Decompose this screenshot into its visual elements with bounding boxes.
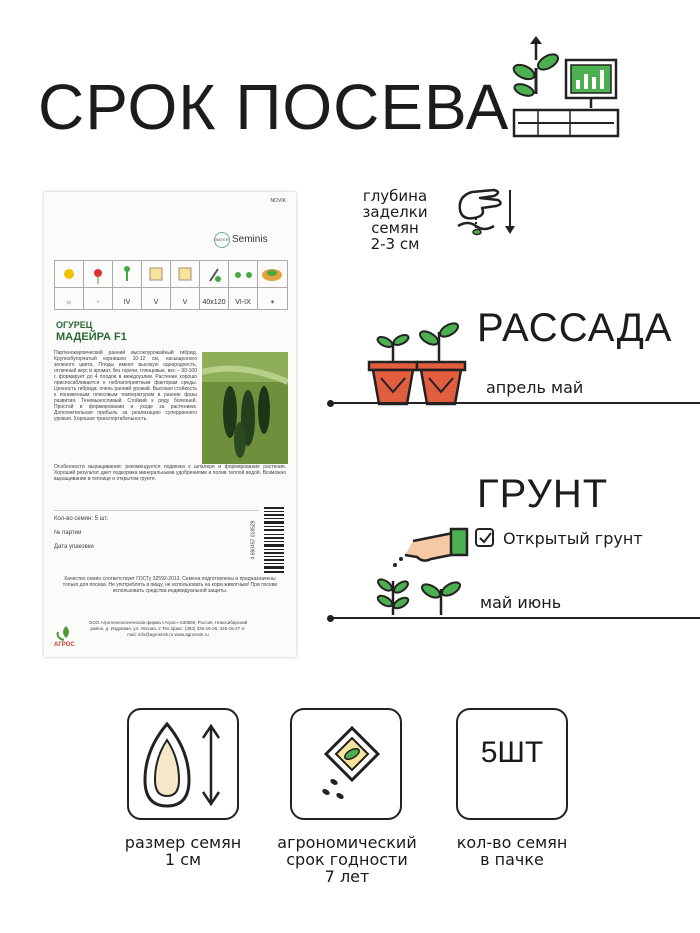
grid-value: 40x120: [202, 299, 226, 306]
packet-icon-grid: ☼ - IV V V 40x120 VI-IX ☀: [54, 260, 288, 310]
packet-count: Кол-во семян: 5 шт.: [54, 516, 109, 522]
packet-description: Партенокарпический ранний высокоурожайный гибрид. Крупнобугорчатый корнишон 10-12 см, насыщенного зеленого цвета. Плоды имеют высокую однородность, отличный вкус и аромат, без горечи, глянцевые, вес – 90-100 г, формирует до 4 плодов в междоузлии. Растение хорошо приспосабливается к неблагоприятным факторам среды. Ценность гибрида: очень ранний урожай. Высокая стойкость к пониженным плюсовым температурам в ранние фазы развития. Теневыносливый. Стойкий к ряду болезней. Простой в формировании и уходе за растением. Дополнительная прибыль за реализацию суперраннего урожая. Хорошая транспортабельность.: [54, 350, 197, 422]
sowing-depth-text: глубина заделки семян 2-3 см: [362, 187, 428, 253]
seed-packet: [44, 192, 296, 657]
seed-size-icon: [129, 710, 237, 818]
ground-divider: [330, 617, 700, 619]
page-title: СРОК ПОСЕВА: [38, 71, 510, 143]
ground-title: ГРУНТ: [477, 472, 609, 516]
cucumber-photo: [202, 352, 288, 464]
seedling-divider: [330, 402, 700, 404]
packet-variety: МАДЕЙРА F1: [56, 331, 127, 343]
packet-quality: Качество семян соответствует ГОСТу 32592-2013. Семена подготовлены и предназначены только для посева. Не употреблять в пищу, не использовать на корм животным! При посеве использовать средства индивидуальной защиты.: [62, 576, 278, 594]
seedling-months: апрель май: [486, 378, 584, 397]
packet-company: ООО Агротехнологическая фирма «Агрос» 630558, Россия, Новосибирский район, д. Издревая, ул. Лесная, 2 Тел./факс: (383) 325-16-26, 325-16-27 e-mail: info@agrosnsk.ru www.agrosnsk.ru: [88, 620, 248, 637]
checkbox-checked-icon: [474, 527, 496, 549]
packet-growing: Особенности выращивания: рекомендуется подвязка к шпалере и формирование растения. Хороший результат дает подкормка минеральными удобрениями и полив теплой водой. Возможно выращивание в теплице и открытом грунте.: [54, 464, 286, 482]
shelf-life-label: агрономический срок годности 7 лет: [277, 833, 417, 886]
seed-size-label: размер семян 1 см: [124, 833, 242, 869]
open-ground-label: Открытый грунт: [503, 529, 643, 548]
barcode-number: 4 690457 018529: [250, 520, 257, 560]
seedling-title: РАССАДА: [477, 306, 673, 350]
bayer-logo: BAYER: [214, 232, 230, 248]
packet-pack-date: Дата упаковки: [54, 544, 94, 550]
seed-count-value: 5ШТ: [480, 736, 544, 769]
agros-logo: АГРОС: [54, 642, 75, 648]
shelf-life-box: [290, 708, 402, 820]
packet-batch: № партии: [54, 530, 82, 536]
seedling-pots-icon: [365, 318, 475, 408]
planting-hand-icon: [373, 525, 473, 620]
packet-brand-top: NOVIK: [270, 198, 286, 204]
grid-value: V: [182, 299, 188, 306]
grid-value: IV: [123, 299, 131, 306]
barcode: [262, 507, 288, 573]
seed-count-box: [456, 708, 568, 820]
seed-size-box: [127, 708, 239, 820]
grid-value: -: [96, 299, 100, 306]
grid-value: V: [153, 299, 159, 306]
packet-brand: Seminis: [232, 234, 268, 245]
seed-count-label: кол-во семян в пачке: [456, 833, 568, 869]
ground-months: май июнь: [480, 593, 562, 612]
planting-chart-icon: [508, 32, 626, 142]
grid-value: VI-IX: [235, 299, 251, 306]
packet-crop: ОГУРЕЦ: [56, 320, 93, 330]
seed-packet-icon: [292, 710, 400, 818]
sowing-depth-icon: [450, 182, 520, 250]
